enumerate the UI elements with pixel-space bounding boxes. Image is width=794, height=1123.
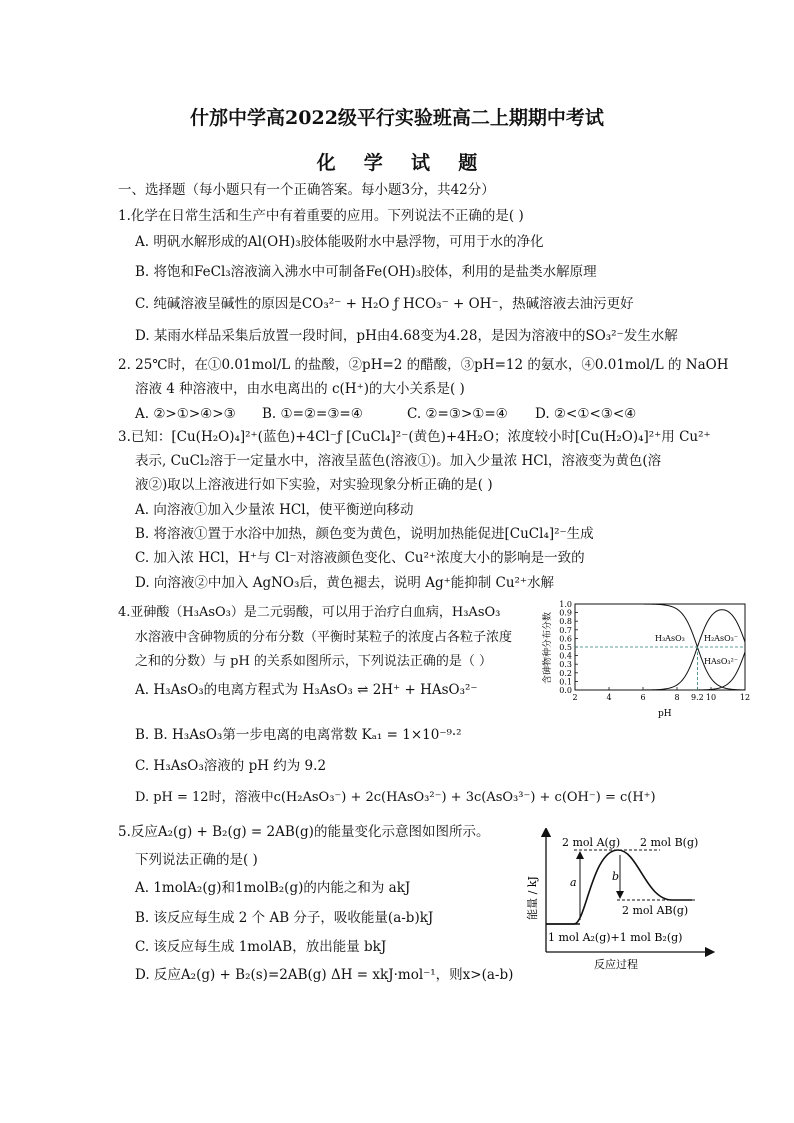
- label-haso3: HAsO₃²⁻: [704, 657, 739, 666]
- label-reactants: 1 mol A₂(g)+1 mol B₂(g): [548, 931, 683, 944]
- label-a: a: [570, 876, 577, 889]
- q3-option-b: B. 将溶液①置于水浴中加热，颜色变为黄色，说明加热能促进[CuCl₄]²⁻生成: [135, 526, 594, 542]
- y-tick-label: 0.6: [559, 634, 572, 644]
- page-title: 什邡中学高2022级平行实验班高二上期期中考试: [190, 107, 604, 129]
- chart-ylabel: 含砷物种分布分数: [543, 611, 553, 685]
- y-tick-label: 0.0: [559, 686, 572, 695]
- q4-option-c: C. H₃AsO₃溶液的 pH 约为 9.2: [135, 758, 327, 774]
- q2-option-a: A. ②>①>④>③: [135, 406, 236, 422]
- q4-stem-line2: 水溶液中含砷物质的分布分数（平衡时某粒子的浓度占各粒子浓度: [135, 630, 513, 645]
- y-tick-label: 0.2: [559, 668, 572, 678]
- q4-option-b: B. B. H₃AsO₃第一步电离的电离常数 Kₐ₁ = 1×10⁻⁹·²: [135, 727, 462, 743]
- x-tick-label: 6: [640, 693, 646, 702]
- section-heading: 一、选择题（每小题只有一个正确答案。每小题3分，共42分）: [118, 182, 495, 198]
- q5-option-d: D. 反应A₂(g) + B₂(s)=2AB(g) ΔH = xkJ·mol⁻¹，则x>(a-b): [135, 967, 514, 983]
- q1-option-d: D. 某雨水样品采集后放置一段时间，pH由4.68变为4.28，是因为溶液中的SO₃²⁻发生水解: [135, 328, 678, 344]
- x-tick-label: 12: [739, 693, 751, 702]
- q3-option-c: C. 加入浓 HCl，H⁺与 Cl⁻对溶液颜色变化、Cu²⁺浓度大小的影响是一致的: [135, 550, 585, 566]
- x-tick-label: 2: [572, 693, 578, 702]
- q2-option-d: D. ②<①<③<④: [535, 406, 637, 422]
- y-tick-label: 0.8: [559, 617, 572, 627]
- q1-stem: 1.化学在日常生活和生产中有着重要的应用。下列说法不正确的是( ): [118, 208, 524, 224]
- q5-option-b: B. 该反应每生成 2 个 AB 分子，吸收能量(a-b)kJ: [135, 910, 434, 926]
- label-h3aso3: H₃AsO₃: [655, 634, 685, 643]
- label-2molA: 2 mol A(g): [562, 836, 621, 849]
- y-tick-label: 0.5: [559, 643, 572, 652]
- x-tick-label: 9.2: [691, 693, 704, 702]
- x-tick-label: 10: [705, 693, 717, 702]
- y-tick-label: 0.1: [559, 677, 572, 687]
- q1-option-a: A. 明矾水解形成的Al(OH)₃胶体能吸附水中悬浮物，可用于水的净化: [135, 234, 544, 250]
- energy-ylabel: 能量 / kJ: [526, 876, 539, 920]
- y-tick-label: 1.0: [559, 600, 572, 609]
- q4-option-a: A. H₃AsO₃的电离方程式为 H₃AsO₃ ⇌ 2H⁺ + HAsO₃²⁻: [135, 682, 478, 698]
- q5-stem-line1: 5.反应A₂(g) + B₂(g) = 2AB(g)的能量变化示意图如图所示。: [118, 824, 490, 840]
- chart-curves: [575, 604, 745, 690]
- q5-option-a: A. 1molA₂(g)和1molB₂(g)的内能之和为 akJ: [135, 880, 411, 896]
- q3-stem-line3: 液②)取以上溶液进行如下实验，对实验现象分析正确的是( ): [135, 477, 493, 493]
- q1-option-b: B. 将饱和FeCl₃溶液滴入沸水中可制备Fe(OH)₃胶体，利用的是盐类水解原理: [135, 264, 597, 280]
- q4-stem-line3: 之和的分数）与 pH 的关系如图所示，下列说法正确的是（ ）: [135, 654, 493, 669]
- x-tick-label: 4: [606, 693, 612, 702]
- q3-stem-line1: 3.已知：[Cu(H₂O)₄]²⁺(蓝色)+4Cl⁻ƒ [CuCl₄]²⁻(黄色)+4H₂O；浓度较小时[Cu(H₂O)₄]²⁺用 Cu²⁺: [118, 429, 711, 445]
- y-tick-label: 0.3: [559, 660, 572, 670]
- q5-option-c: C. 该反应每生成 1molAB，放出能量 bkJ: [135, 939, 387, 955]
- q4-option-d: D. pH = 12时，溶液中c(H₂AsO₃⁻) + 2c(HAsO₃²⁻) + 3c(AsO₃³⁻) + c(OH⁻) = c(H⁺): [135, 790, 656, 805]
- q4-stem-line1: 4.亚砷酸（H₃AsO₃）是二元弱酸，可以用于治疗白血病，H₃AsO₃: [118, 605, 501, 620]
- q2-option-c: C. ②=③>①=④: [407, 406, 508, 422]
- label-b: b: [612, 870, 620, 883]
- q2-stem-line1: 2. 25℃时，在①0.01mol/L 的盐酸，②pH=2 的醋酸，③pH=12 的氨水，④0.01mol/L 的 NaOH: [118, 357, 729, 373]
- q5-stem-line2: 下列说法正确的是( ): [135, 852, 258, 868]
- label-2molB: 2 mol B(g): [640, 836, 699, 849]
- energy-diagram: [522, 828, 718, 976]
- q3-option-d: D. 向溶液②中加入 AgNO₃后，黄色褪去，说明 Ag⁺能抑制 Cu²⁺水解: [135, 575, 555, 591]
- y-tick-label: 0.7: [559, 625, 572, 635]
- q2-stem-line2: 溶液 4 种溶液中，由水电离出的 c(H⁺)的大小关系是( ): [135, 381, 465, 397]
- q3-option-a: A. 向溶液①加入少量浓 HCl，使平衡逆向移动: [135, 502, 414, 518]
- y-tick-label: 0.9: [559, 608, 572, 618]
- label-2molAB: 2 mol AB(g): [622, 904, 689, 917]
- q2-option-b: B. ①=②=③=④: [262, 406, 363, 422]
- page-subtitle: 化 学 试 题: [316, 152, 478, 174]
- y-tick-label: 0.4: [559, 651, 572, 661]
- distribution-chart: [540, 598, 752, 720]
- x-tick-label: 8: [674, 693, 680, 702]
- label-h2aso3: H₂AsO₃⁻: [704, 634, 739, 643]
- energy-xlabel: 反应过程: [594, 958, 638, 971]
- q1-option-c: C. 纯碱溶液呈碱性的原因是CO₃²⁻ + H₂O ƒ HCO₃⁻ + OH⁻，热碱溶液去油污更好: [135, 296, 634, 312]
- curve-h2aso3: [575, 610, 745, 690]
- chart-xlabel: pH: [658, 709, 672, 719]
- q3-stem-line2: 表示, CuCl₂溶于一定量水中，溶液呈蓝色(溶液①)。加入少量浓 HCl，溶液变为黄色(溶: [135, 453, 662, 469]
